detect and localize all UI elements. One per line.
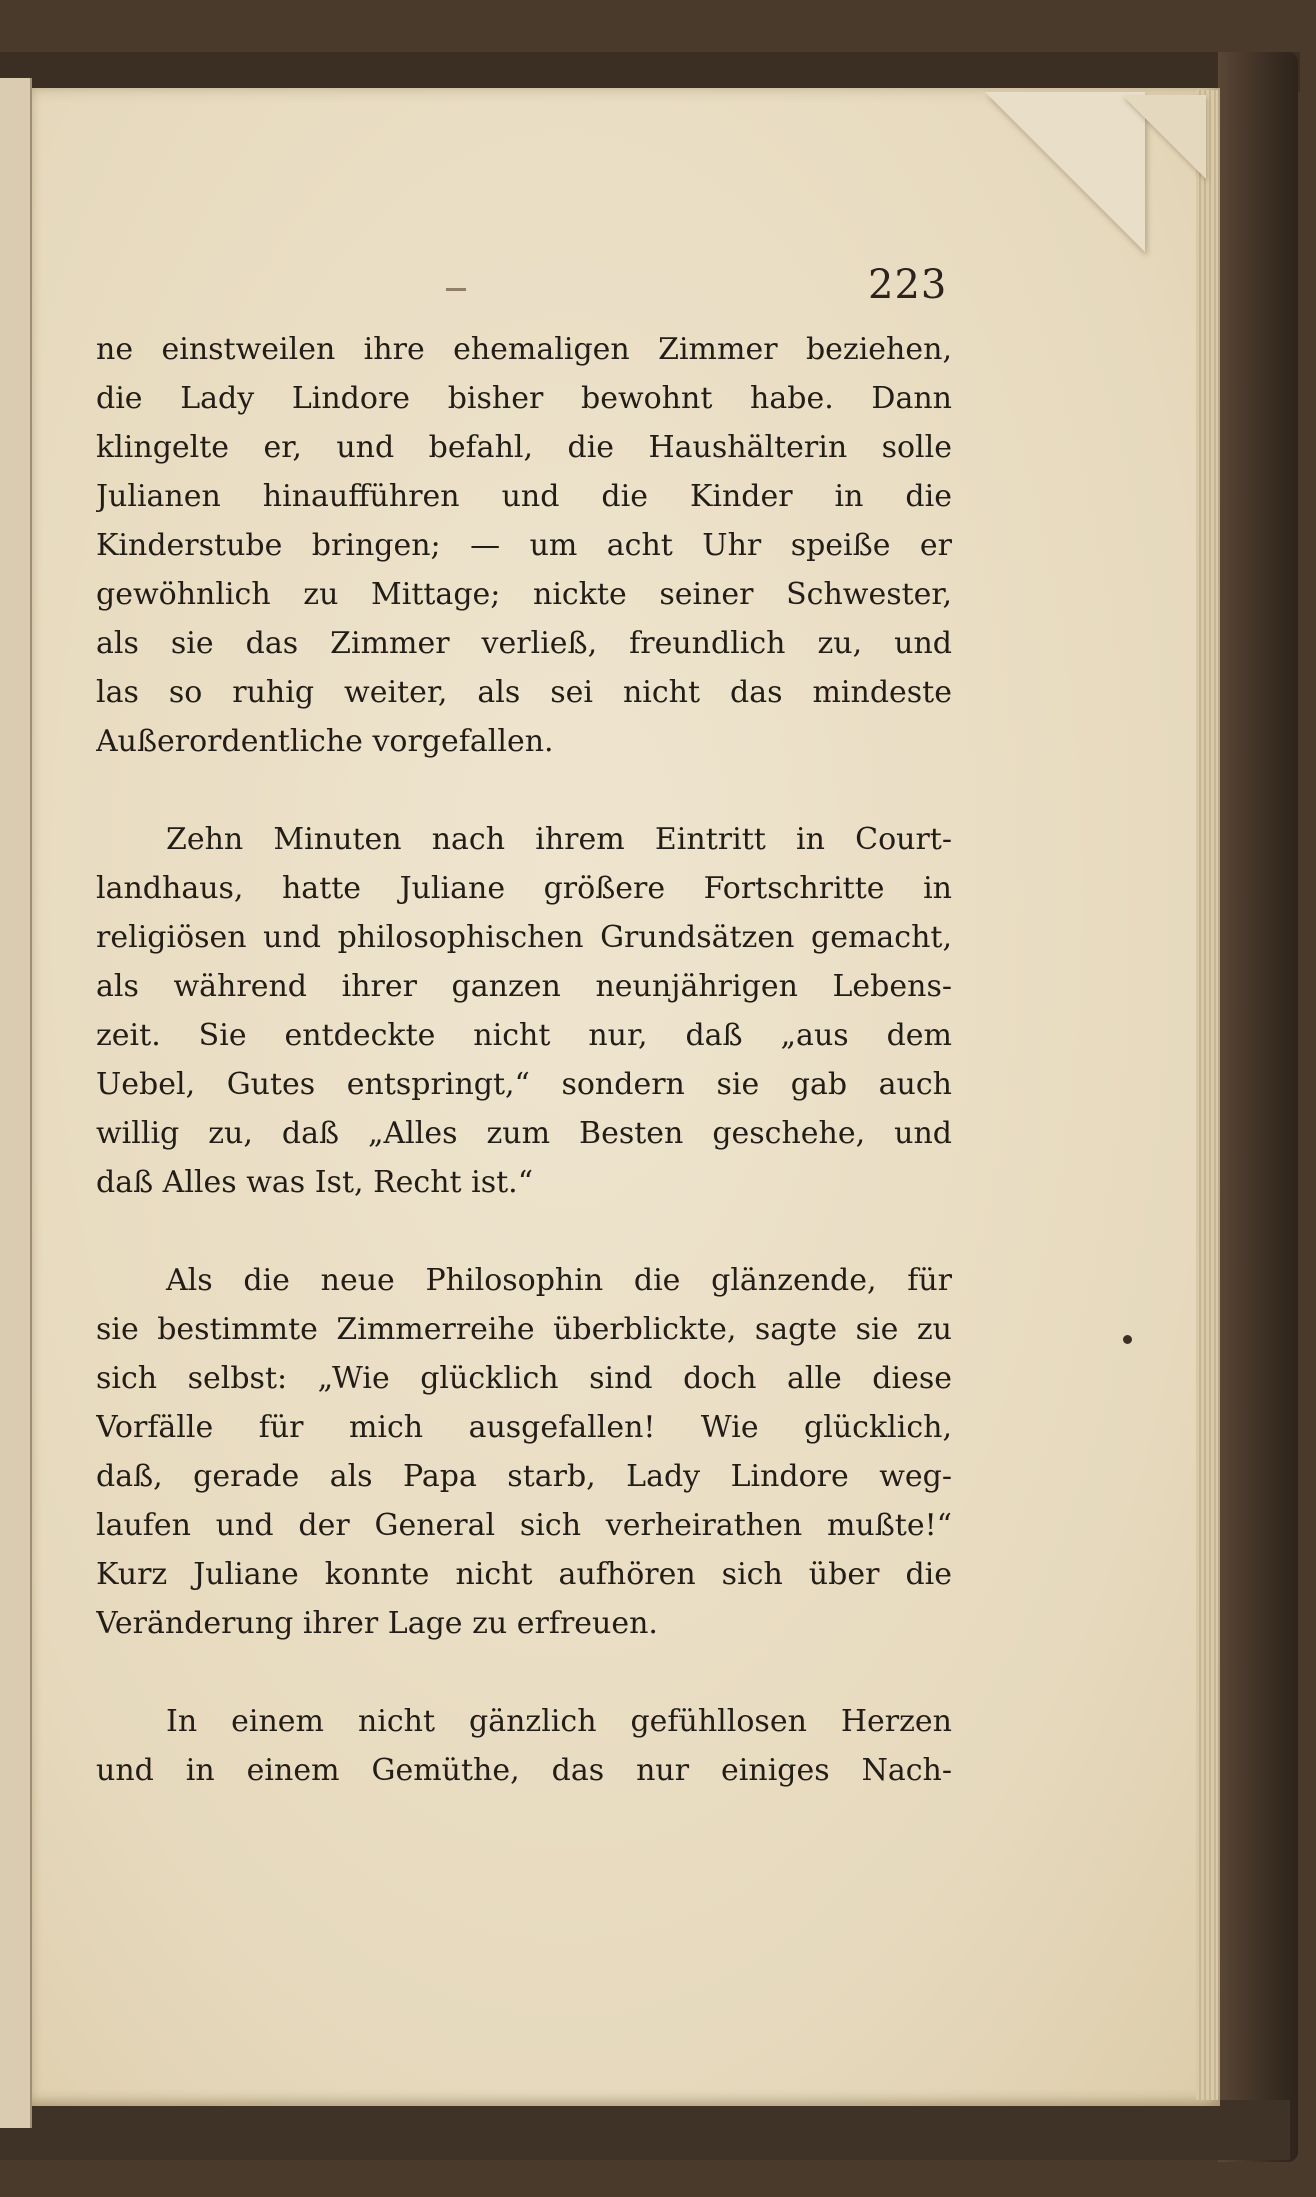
text-line: Uebel, Gutes entspringt,“ sondern sie gab auch [96, 1067, 952, 1102]
header-dash [446, 288, 466, 291]
book-cover-right-edge [1218, 52, 1298, 2162]
text-line: Als die neue Philosophin die glänzende, für [166, 1263, 952, 1298]
text-line: zeit. Sie entdeckte nicht nur, daß „aus dem [96, 1018, 952, 1053]
paragraph-3 [96, 1256, 952, 1648]
text-line: Kinderstube bringen; — um acht Uhr speiße er [96, 528, 952, 563]
text-line: als während ihrer ganzen neunjährigen Lebens- [96, 969, 952, 1004]
text-line: religiösen und philosophischen Grundsätzen gemacht, [96, 920, 952, 955]
text-line: daß Alles was Ist, Recht ist.“ [96, 1165, 534, 1200]
text-line: willig zu, daß „Alles zum Besten geschehe, und [96, 1116, 952, 1151]
text-line: laufen und der General sich verheirathen mußte!“ [96, 1508, 952, 1543]
folded-corner [985, 92, 1145, 252]
text-line: als sie das Zimmer verließ, freundlich zu, und [96, 626, 952, 661]
text-line: Zehn Minuten nach ihrem Eintritt in Court- [166, 822, 952, 857]
text-line: landhaus, hatte Juliane größere Fortschritte in [96, 871, 952, 906]
page-number: 223 [868, 262, 948, 308]
text-line: daß, gerade als Papa starb, Lady Lindore weg- [96, 1459, 952, 1494]
page-stack-edge [1196, 90, 1218, 2100]
text-line: sich selbst: „Wie glücklich sind doch alle diese [96, 1361, 952, 1396]
text-line: klingelte er, und befahl, die Haushälterin solle [96, 430, 952, 465]
ink-spot [1123, 1335, 1132, 1344]
facing-page-edge [0, 78, 32, 2128]
text-line: Julianen hinaufführen und die Kinder in die [96, 479, 952, 514]
book-cover-bottom-edge [0, 2100, 1290, 2160]
text-line: las so ruhig weiter, als sei nicht das mindeste [96, 675, 952, 710]
text-line: die Lady Lindore bisher bewohnt habe. Dann [96, 381, 952, 416]
text-line: Außerordentliche vorgefallen. [96, 724, 554, 759]
book-cover-top-edge [0, 52, 1300, 92]
body-text [96, 325, 952, 1844]
text-line: Kurz Juliane konnte nicht aufhören sich über die [96, 1557, 952, 1592]
paragraph-4 [96, 1697, 952, 1795]
paragraph-2 [96, 815, 952, 1207]
paragraph-1 [96, 325, 952, 766]
text-line: Vorfälle für mich ausgefallen! Wie glücklich, [96, 1410, 952, 1445]
text-line: gewöhnlich zu Mittage; nickte seiner Schwester, [96, 577, 952, 612]
text-line: ne einstweilen ihre ehemaligen Zimmer beziehen, [96, 332, 952, 367]
text-line: und in einem Gemüthe, das nur einiges Nach- [96, 1753, 952, 1788]
text-line: Veränderung ihrer Lage zu erfreuen. [96, 1606, 658, 1641]
text-line: In einem nicht gänzlich gefühllosen Herzen [166, 1704, 952, 1739]
text-line: sie bestimmte Zimmerreihe überblickte, sagte sie zu [96, 1312, 952, 1347]
folded-corner-inner [1122, 95, 1206, 179]
